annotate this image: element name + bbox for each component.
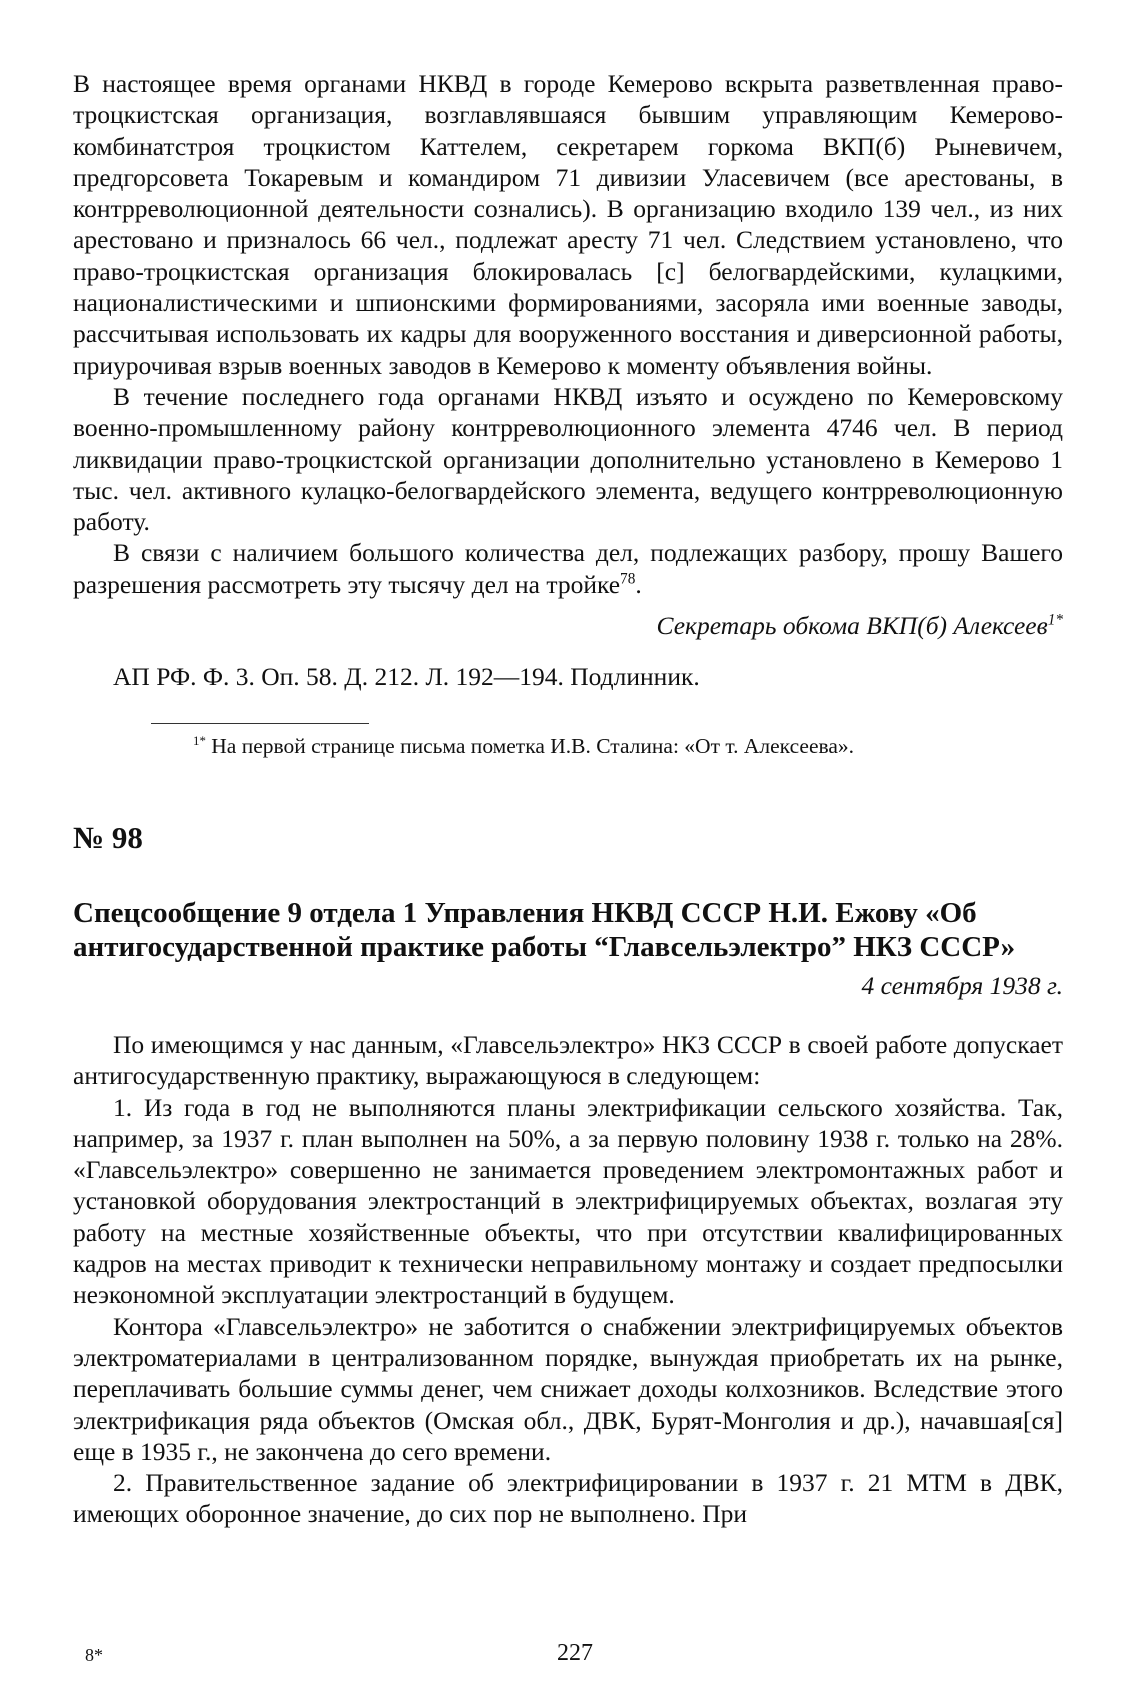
letter-paragraph-last: В связи с наличием большого количества дел, подлежащих разбору, прошу Вашего разрешения рассмотреть эту тысячу дел на тройке$^{78}$. bbox=[73, 538, 1063, 599]
document-paragraph: Контора «Главсельэлектро» не заботится о снабжении электрифицируемых объектов электроматериалами в централизованном порядке, вынуждая приобретать их на рынке, переплачивать большие суммы денег, чем снижает доходы колхозников. Вследствие этого электрификация ряда объектов (Омская обл., ДВК, Бурят-Монголия и др.), начавшая[ся] еще в 1935 г., не закончена до сего времени. bbox=[73, 1311, 1063, 1466]
letter-paragraph-text: В связи с наличием большого количества дел, подлежащих разбору, прошу Вашего разрешения рассмотреть эту тысячу дел на тройке bbox=[73, 538, 1063, 599]
signature-mark: 8* bbox=[85, 1645, 103, 1665]
document-title: Спецсообщение 9 отдела 1 Управления НКВД СССР Н.И. Ежову «Об антигосударственной практике работы “Главсельэлектро” НКЗ СССР» bbox=[73, 896, 1016, 963]
footnote-text: На первой странице письма пометка И.В. Сталина: «От т. Алексеева». bbox=[211, 733, 855, 758]
footnote-marker: 1* bbox=[193, 733, 206, 748]
footnote-divider bbox=[151, 723, 369, 724]
archive-reference: АП РФ. Ф. 3. Оп. 58. Д. 212. Л. 192—194. Подлинник. bbox=[113, 662, 700, 692]
document-date: 4 сентября 1938 г. bbox=[861, 970, 1063, 1000]
letter-paragraph: В течение последнего года органами НКВД изъято и осуждено по Кемеровскому военно-промышленному району контрреволюционного элемента 4746 чел. В период ликвидации право-троцкистской организации дополнительно установлено в Кемерово 1 тыс. чел. активного кулацко-белогвардейского элемента, ведущего контрреволюционную работу. bbox=[73, 381, 1063, 537]
endnote-marker: 78 bbox=[620, 570, 636, 588]
document-paragraph: 1. Из года в год не выполняются планы электрификации сельского хозяйства. Так, например, за 1937 г. план выполнен на 50%, а за первую половину 1938 г. только на 28%. «Главсельэлектро» совершенно не занимается проведением электромонтажных работ и установкой оборудования электростанций в электрифицируемых объектах, возлагая эту работу на местные хозяйственные объекты, что при отсутствии квалифицированных кадров на местах приводит к технически неправильному монтажу и создает предпосылки неэкономной эксплуатации электростанций в будущем. bbox=[73, 1092, 1063, 1310]
footnote-ref: 1* bbox=[1047, 611, 1063, 629]
document-paragraph: По имеющимся у нас данным, «Главсельэлектро» НКЗ СССР в своей работе допускает антигосударственную практику, выражающуюся в следующем: bbox=[73, 1029, 1063, 1091]
page-content bbox=[73, 68, 1063, 1530]
document-paragraph: 2. Правительственное задание об электрифицировании в 1937 г. 21 МТМ в ДВК, имеющих оборонное значение, до сих пор не выполнено. При bbox=[73, 1468, 1063, 1529]
letter-paragraph: В настоящее время органами НКВД в городе Кемерово вскрыта разветвленная право-троцкистская организация, возглавлявшаяся бывшим управляющим Кемерово-комбинатстроя троцкистом Каттелем, секретарем горкома ВКП(б) Рыневичем, предгорсовета Токаревым и командиром 71 дивизии Уласевичем (все арестованы, в контрреволюционной деятельности сознались). В организацию входило 139 чел., из них арестовано и призналось 66 чел., подлежат аресту 71 чел. Следствием установлено, что право-троцкистская организация блокировалась [с] белогвардейскими, кулацкими, националистическими и шпионскими формированиями, засоряла ими военные заводы, рассчитывая использовать их кадры для вооруженного восстания и диверсионной работы, приурочивая взрыв военных заводов в Кемерово к моменту объявления войны. bbox=[73, 69, 1063, 380]
document-number: № 98 bbox=[73, 819, 143, 855]
document-body bbox=[73, 1029, 1063, 1530]
signature bbox=[73, 610, 1063, 641]
footnote bbox=[193, 732, 1063, 760]
signature-text: Секретарь обкома ВКП(б) Алексеев bbox=[656, 611, 1048, 641]
page-number: 227 bbox=[557, 1640, 593, 1666]
